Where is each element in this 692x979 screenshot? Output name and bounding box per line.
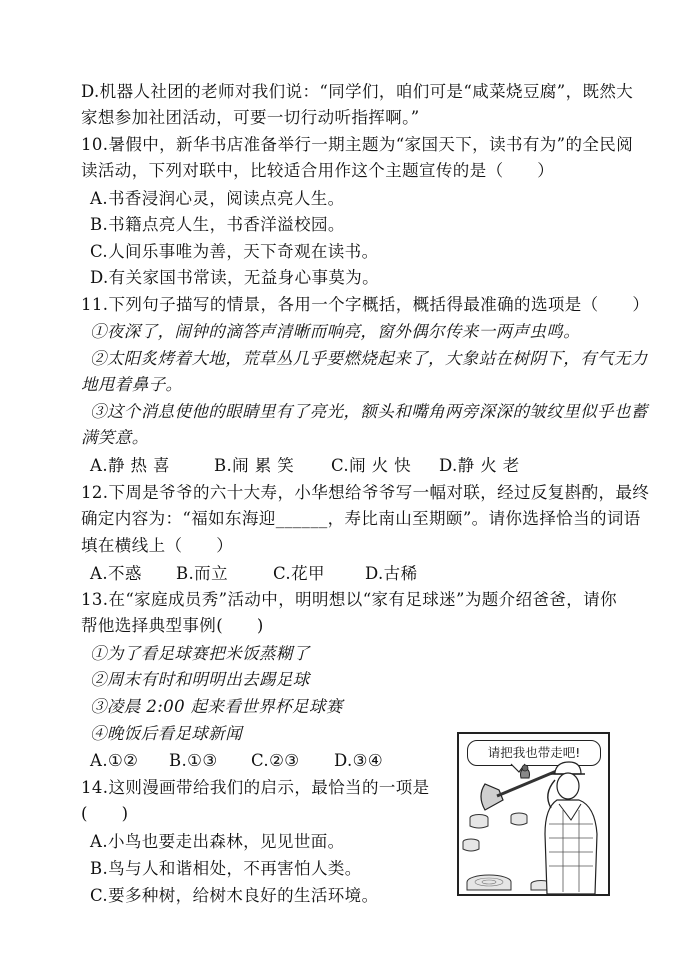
q11-option-b: B.闹 累 笑 — [214, 456, 295, 475]
q10-option-c: C.人间乐事唯为善，天下奇观在读书。 — [90, 242, 379, 261]
q12-option-a: A.不惑 — [90, 564, 142, 583]
q11-option-a: A.静 热 喜 — [90, 456, 170, 475]
q14-option-b: B.鸟与人和谐相处，不再害怕人类。 — [90, 859, 362, 878]
q12-option-b: B.而立 — [176, 564, 228, 583]
lumberjack-drawing — [459, 734, 608, 894]
speech-bubble: 请把我也带走吧! — [467, 740, 601, 766]
q9-option-d-line1: D.机器人社团的老师对我们说：“同学们，咱们可是“咸菜烧豆腐”，既然大 — [81, 82, 634, 101]
q12-options — [90, 564, 418, 584]
q13-option-d: D.③④ — [334, 751, 384, 770]
q9-option-d-line2: 家想参加社团活动，可要一切行动听指挥啊。” — [81, 108, 420, 127]
q10-stem-line2: 读活动，下列对联中，比较适合用作这个主题宣传的是（ ） — [81, 161, 555, 180]
q13-item-4: ④晚饭后看足球新闻 — [90, 724, 243, 743]
q13-item-1: ①为了看足球赛把米饭蒸糊了 — [90, 644, 310, 663]
q11-stem: 11.下列句子描写的情景，各用一个字概括，概括得最准确的选项是（ ） — [81, 295, 650, 314]
q13-option-c: C.②③ — [251, 751, 300, 770]
q10-stem-line1: 10.暑假中，新华书店准备举行一期主题为“家国天下，读书有为”的全民阅 — [81, 135, 634, 154]
q14-stem-line1: 14.这则漫画带给我们的启示，最恰当的一项是 — [81, 778, 430, 797]
q12-stem-line3: 填在横线上（ ） — [81, 536, 234, 555]
q11-options — [90, 456, 520, 476]
q12-stem-line2: 确定内容为：“福如东海迎______，寿比南山至期颐”。请你选择恰当的词语 — [81, 509, 641, 528]
q13-stem-line2: 帮他选择典型事例( ) — [81, 616, 264, 635]
q12-option-d: D.古稀 — [365, 564, 418, 583]
q14-option-a: A.小鸟也要走出森林，见见世面。 — [90, 832, 345, 851]
q13-option-b: B.①③ — [169, 751, 218, 770]
q10-option-a: A.书香浸润心灵，阅读点亮人生。 — [90, 189, 345, 208]
q10-option-b: B.书籍点亮人生，书香洋溢校园。 — [90, 215, 345, 234]
q14-option-c: C.要多种树，给树木良好的生活环境。 — [90, 886, 379, 905]
q13-option-a: A.①② — [90, 751, 139, 770]
q13-item-3: ③凌晨 2:00 起来看世界杯足球赛 — [90, 697, 343, 716]
comic-illustration — [457, 732, 610, 896]
q13-item-2: ②周末有时和明明出去踢足球 — [90, 670, 310, 689]
q13-stem-line1: 13.在“家庭成员秀”活动中，明明想以“家有足球迷”为题介绍爸爸，请你 — [81, 590, 617, 609]
q11-sentence-2-line1: ②太阳炙烤着大地，荒草丛几乎要燃烧起来了，大象站在树阴下，有气无力 — [90, 349, 648, 368]
q11-sentence-1: ①夜深了，闹钟的滴答声清晰而响亮，窗外偶尔传来一两声虫鸣。 — [90, 322, 581, 341]
q12-stem-line1: 12.下周是爷爷的六十大寿，小华想给爷爷写一幅对联，经过反复斟酌，最终 — [81, 483, 650, 502]
q11-option-d: D.静 火 老 — [439, 456, 520, 475]
q14-stem-line2: ( ) — [81, 804, 129, 823]
q11-sentence-2-line2: 地甩着鼻子。 — [81, 375, 183, 394]
q10-option-d: D.有关家国书常读，无益身心事莫为。 — [90, 268, 380, 287]
q11-sentence-3-line1: ③这个消息使他的眼睛里有了亮光，额头和嘴角两旁深深的皱纹里似乎也蓄 — [90, 402, 648, 421]
q13-options — [90, 751, 383, 771]
q12-option-c: C.花甲 — [273, 564, 325, 583]
q11-sentence-3-line2: 满笑意。 — [81, 428, 149, 447]
q11-option-c: C.闹 火 快 — [331, 456, 412, 475]
